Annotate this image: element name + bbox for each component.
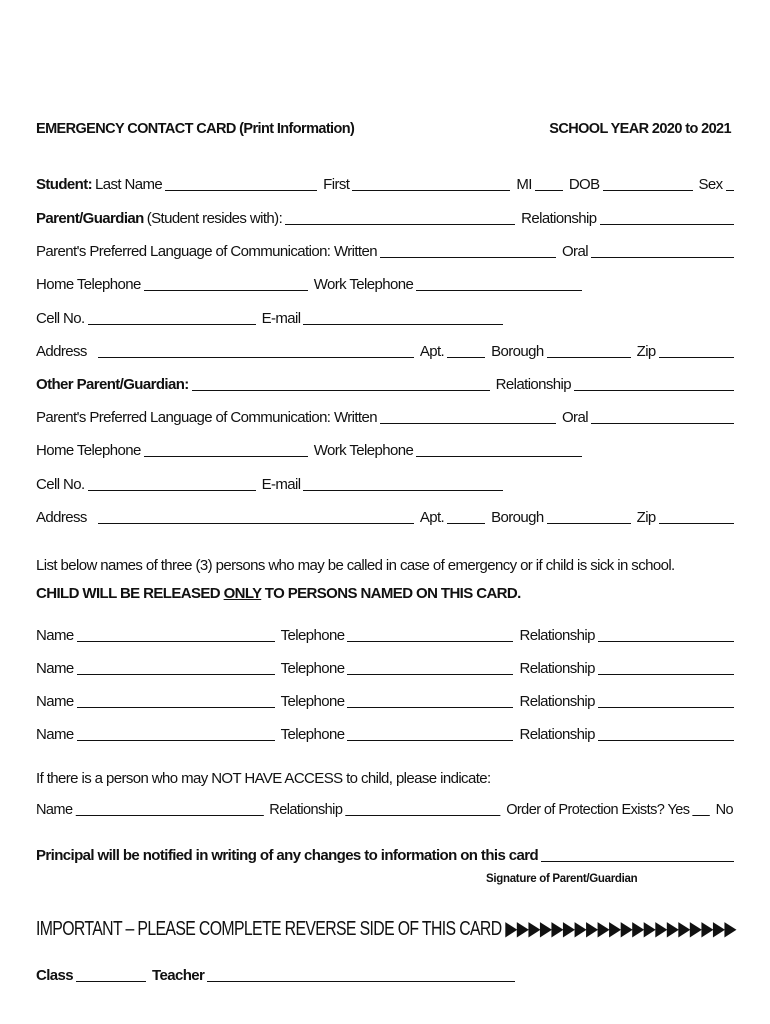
work-telephone-label: Work Telephone: [313, 276, 414, 293]
telephone-label: Telephone: [280, 627, 345, 644]
cell-field[interactable]: [88, 309, 256, 325]
principal-row: [36, 844, 734, 864]
home-telephone-field[interactable]: [144, 441, 308, 457]
relationship-field[interactable]: [598, 659, 734, 675]
home-telephone-field[interactable]: [144, 275, 308, 291]
name-field[interactable]: [77, 626, 275, 642]
apt-field[interactable]: [447, 342, 485, 358]
relationship-label: Relationship: [519, 726, 595, 743]
sex-field[interactable]: [726, 175, 734, 191]
zip-field[interactable]: [659, 342, 734, 358]
last-name-label: Last Name: [95, 176, 163, 193]
sex-label: Sex: [698, 176, 723, 193]
important-notice: IMPORTANT – PLEASE COMPLETE REVERSE SIDE OF THIS CARD ▶▶▶▶▶▶▶▶▶▶▶▶▶▶▶▶▶▶▶▶: [36, 918, 736, 940]
emergency-contact-row: [36, 723, 734, 743]
work-telephone-field[interactable]: [416, 441, 582, 457]
email-label: E-mail: [261, 310, 301, 327]
oral-field[interactable]: [591, 242, 734, 258]
dob-field[interactable]: [603, 175, 693, 191]
telephone-label: Telephone: [280, 660, 345, 677]
emergency-intro: List below names of three (3) persons who may be called in case of emergency or if child is sick in school.: [36, 557, 675, 574]
release-notice: [36, 585, 521, 602]
address-row: [36, 506, 734, 526]
telephone-row: [36, 273, 734, 293]
name-label: Name: [36, 627, 74, 644]
relationship-field[interactable]: [598, 725, 734, 741]
cell-label: Cell No.: [36, 310, 85, 327]
no-access-relationship-field[interactable]: [345, 800, 500, 816]
emergency-contact-row: [36, 657, 734, 677]
language-written-field[interactable]: [380, 242, 556, 258]
student-row: [36, 173, 734, 193]
work-telephone-field[interactable]: [416, 275, 582, 291]
language-row: [36, 240, 734, 260]
telephone-row: [36, 439, 734, 459]
relationship-label: Relationship: [521, 210, 597, 227]
relationship-field[interactable]: [598, 626, 734, 642]
signature-caption: Signature of Parent/Guardian: [486, 873, 638, 885]
order-no-label: No: [715, 801, 734, 818]
home-telephone-label: Home Telephone: [36, 442, 141, 459]
name-field[interactable]: [77, 659, 275, 675]
language-row: [36, 406, 734, 426]
language-written-label: Parent's Preferred Language of Communication: Written: [36, 409, 377, 426]
parent-guardian-row: [36, 207, 734, 227]
parent-guardian-label: Parent/Guardian: [36, 210, 144, 227]
name-field[interactable]: [77, 692, 275, 708]
address-label: Address: [36, 343, 87, 360]
telephone-field[interactable]: [347, 692, 513, 708]
oral-field[interactable]: [591, 408, 734, 424]
mi-label: MI: [516, 176, 532, 193]
address-field[interactable]: [98, 508, 414, 524]
telephone-label: Telephone: [280, 693, 345, 710]
language-written-label: Parent's Preferred Language of Communication: Written: [36, 243, 377, 260]
relationship-field[interactable]: [598, 692, 734, 708]
header-row: [36, 117, 734, 137]
relationship-label: Relationship: [269, 801, 343, 818]
cell-field[interactable]: [88, 475, 256, 491]
school-year: SCHOOL YEAR 2020 to 2021: [549, 121, 731, 137]
release-text: CHILD WILL BE RELEASED: [36, 585, 224, 602]
relationship-label: Relationship: [519, 660, 595, 677]
home-telephone-label: Home Telephone: [36, 276, 141, 293]
name-label: Name: [36, 801, 73, 818]
release-only: ONLY: [223, 585, 262, 602]
teacher-field[interactable]: [207, 966, 515, 982]
other-parent-row: [36, 373, 734, 393]
zip-label: Zip: [636, 343, 656, 360]
emergency-contact-row: [36, 624, 734, 644]
address-label: Address: [36, 509, 87, 526]
relationship-label: Relationship: [495, 376, 572, 393]
class-field[interactable]: [76, 966, 146, 982]
release-text: TO PERSONS NAMED ON THIS CARD.: [261, 585, 521, 602]
telephone-field[interactable]: [347, 725, 513, 741]
teacher-label: Teacher: [152, 967, 205, 984]
relationship-label: Relationship: [519, 627, 595, 644]
first-name-label: First: [323, 176, 350, 193]
name-field[interactable]: [77, 725, 275, 741]
cell-email-row: [36, 473, 734, 493]
work-telephone-label: Work Telephone: [313, 442, 414, 459]
no-access-row: [36, 798, 736, 818]
email-label: E-mail: [261, 476, 301, 493]
no-access-intro: If there is a person who may NOT HAVE ACCESS to child, please indicate:: [36, 770, 491, 787]
mi-field[interactable]: [535, 175, 563, 191]
emergency-contact-row: [36, 690, 734, 710]
cell-label: Cell No.: [36, 476, 85, 493]
principal-notice: Principal will be notified in writing of any changes to information on this card: [36, 847, 539, 864]
last-name-field[interactable]: [165, 175, 317, 191]
other-parent-field[interactable]: [192, 375, 490, 391]
telephone-field[interactable]: [347, 659, 513, 675]
cell-email-row: [36, 307, 734, 327]
class-label: Class: [36, 967, 74, 984]
zip-field[interactable]: [659, 508, 734, 524]
no-access-name-field[interactable]: [75, 800, 263, 816]
name-label: Name: [36, 660, 74, 677]
language-written-field[interactable]: [380, 408, 556, 424]
borough-label: Borough: [491, 343, 544, 360]
first-name-field[interactable]: [352, 175, 510, 191]
dob-label: DOB: [568, 176, 600, 193]
address-row: [36, 340, 734, 360]
parent-guardian-field[interactable]: [285, 209, 515, 225]
email-field[interactable]: [303, 309, 503, 325]
borough-label: Borough: [491, 509, 544, 526]
other-parent-label: Other Parent/Guardian:: [36, 376, 189, 393]
telephone-field[interactable]: [347, 626, 513, 642]
zip-label: Zip: [636, 509, 656, 526]
email-field[interactable]: [303, 475, 503, 491]
form-title: EMERGENCY CONTACT CARD (Print Information): [36, 121, 355, 137]
name-label: Name: [36, 693, 74, 710]
resides-with-label: (Student resides with):: [146, 210, 283, 227]
order-of-protection-label: Order of Protection Exists? Yes: [506, 801, 690, 818]
apt-label: Apt.: [419, 509, 445, 526]
oral-label: Oral: [561, 409, 588, 426]
apt-field[interactable]: [447, 508, 485, 524]
order-yes-field[interactable]: [692, 800, 709, 816]
address-field[interactable]: [98, 342, 414, 358]
oral-label: Oral: [561, 243, 588, 260]
class-teacher-row: [36, 964, 734, 984]
student-label: Student:: [36, 176, 93, 193]
name-label: Name: [36, 726, 74, 743]
apt-label: Apt.: [419, 343, 445, 360]
relationship-label: Relationship: [519, 693, 595, 710]
signature-field[interactable]: [541, 846, 734, 862]
relationship-field[interactable]: [600, 209, 735, 225]
telephone-label: Telephone: [280, 726, 345, 743]
borough-field[interactable]: [547, 342, 631, 358]
relationship-field[interactable]: [574, 375, 734, 391]
borough-field[interactable]: [547, 508, 631, 524]
